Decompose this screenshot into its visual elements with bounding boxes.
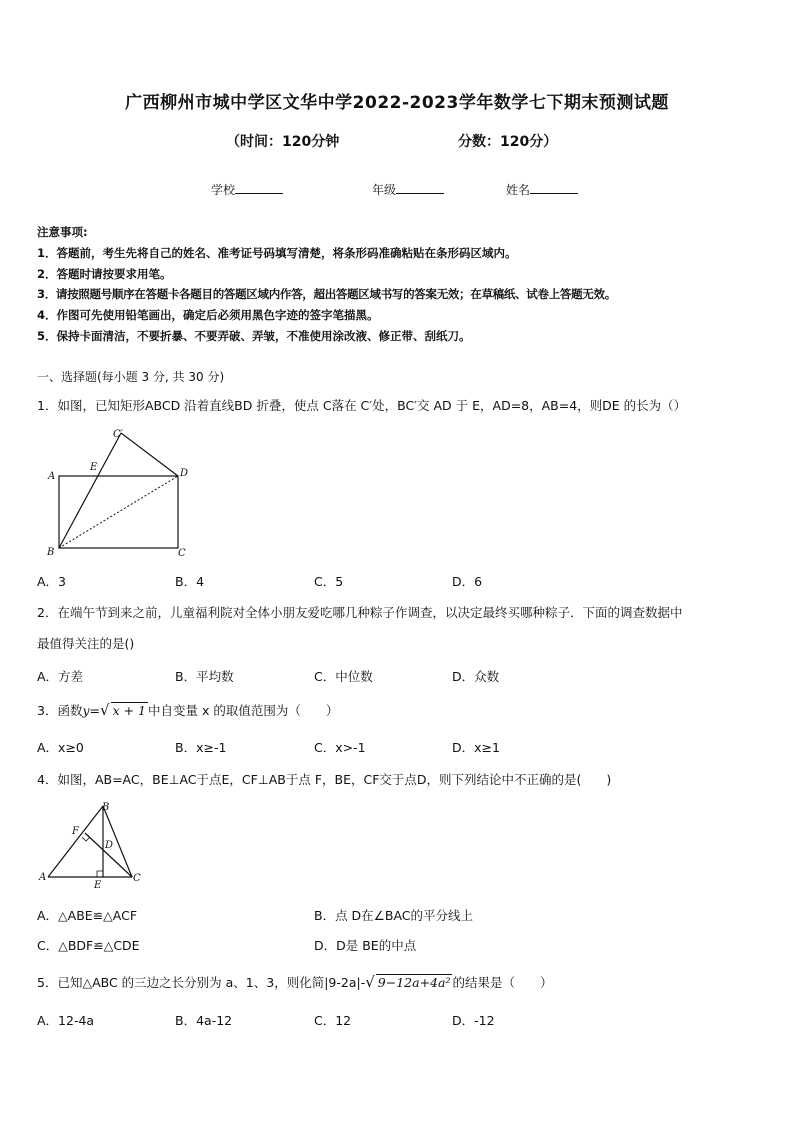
exam-time: （时间：120分钟 xyxy=(226,134,340,150)
q3-y: y= xyxy=(82,703,100,718)
grade-field xyxy=(372,181,444,198)
school-blank[interactable] xyxy=(235,181,283,194)
label-a: A xyxy=(48,471,56,482)
label-c: C xyxy=(178,548,186,559)
notice-item: 5．保持卡面清洁，不要折暴、不要弄破、弄皱，不准使用涂改液、修正带、刮纸刀。 xyxy=(37,328,471,343)
grade-label: 年级 xyxy=(372,183,397,197)
notice-item: 1．答题前，考生先将自己的姓名、准考证号码填写清楚，将条形码准确粘贴在条形码区域内。 xyxy=(37,245,517,260)
notice-heading: 注意事项: xyxy=(37,225,88,239)
q5-option-c[interactable]: C．12 xyxy=(314,1013,352,1028)
label-b: B xyxy=(102,802,110,813)
label-f: F xyxy=(72,826,79,837)
right-angle-e xyxy=(97,871,103,877)
notice-block xyxy=(37,222,616,347)
grade-blank[interactable] xyxy=(396,181,444,194)
q5-pre: 5．已知△ABC 的三边之长分别为 a、1、3，则化简|9-2a|- xyxy=(37,975,366,990)
label-d: D xyxy=(105,840,114,851)
name-field xyxy=(506,181,578,198)
exam-title: 广西柳州市城中学区文华中学2022-2023学年数学七下期末预测试题 xyxy=(125,93,669,113)
q2-option-d[interactable]: D．众数 xyxy=(452,669,500,684)
label-c: C xyxy=(133,873,141,884)
line-c1d xyxy=(121,433,178,476)
q3-option-c[interactable]: C．x>-1 xyxy=(314,740,366,755)
q2-option-a[interactable]: A．方差 xyxy=(37,669,84,684)
q1-option-d[interactable]: D．6 xyxy=(452,574,483,589)
q4-option-a[interactable]: A．△ABE≌△ACF xyxy=(37,908,138,923)
section-heading: 一、选择题(每小题 3 分, 共 30 分) xyxy=(37,370,225,384)
name-label: 姓名 xyxy=(506,183,531,197)
q4-option-c[interactable]: C．△BDF≌△CDE xyxy=(37,938,140,953)
q1-option-b[interactable]: B．4 xyxy=(175,574,205,589)
question-2-line1: 2．在端午节到来之前，儿童福利院对全体小朋友爱吃哪几种粽子作调查，以决定最终买哪种粽子．下面的调查数据中 xyxy=(37,605,683,620)
q3-option-b[interactable]: B．x≥-1 xyxy=(175,740,227,755)
q1-option-a[interactable]: A．3 xyxy=(37,574,67,589)
name-blank[interactable] xyxy=(530,181,578,194)
rectangle-fold-figure xyxy=(40,424,200,560)
q1-option-c[interactable]: C．5 xyxy=(314,574,344,589)
q3-post: 中自变量 x 的取值范围为（ ） xyxy=(148,703,339,718)
school-field xyxy=(211,181,283,198)
q2-option-c[interactable]: C．中位数 xyxy=(314,669,373,684)
triangle-figure xyxy=(36,800,156,892)
label-e: E xyxy=(94,880,102,891)
question-3-text xyxy=(37,701,338,719)
label-d: D xyxy=(180,468,189,479)
q2-option-b[interactable]: B．平均数 xyxy=(175,669,234,684)
label-c-prime: C′ xyxy=(113,429,123,440)
question-5-text xyxy=(37,973,553,991)
q4-option-d[interactable]: D．D是 BE的中点 xyxy=(314,938,417,953)
diagonal-bd xyxy=(59,476,178,548)
q5-option-a[interactable]: A．12-4a xyxy=(37,1013,95,1028)
label-a: A xyxy=(39,872,47,883)
q5-option-d[interactable]: D．-12 xyxy=(452,1013,495,1028)
q3-option-d[interactable]: D．x≥1 xyxy=(452,740,500,755)
exam-score: 分数：120分） xyxy=(458,134,558,150)
q5-post: 的结果是（ ） xyxy=(452,975,553,990)
q5-option-b[interactable]: B．4a-12 xyxy=(175,1013,233,1028)
question-4-text: 4．如图，AB=AC，BE⊥AC于点E，CF⊥AB于点 F，BE，CF交于点D，则下列结论中不正确的是( ) xyxy=(37,772,612,787)
label-e: E xyxy=(90,462,98,473)
q3-radicand: x + 1 xyxy=(112,703,146,718)
label-b: B xyxy=(47,547,55,558)
school-label: 学校 xyxy=(211,183,236,197)
notice-item: 2．答题时请按要求用笔。 xyxy=(37,266,172,281)
question-2-line2: 最值得关注的是() xyxy=(37,636,135,651)
sqrt-icon: √ xyxy=(365,973,375,991)
question-1-text: 1．如图，已知矩形ABCD 沿着直线BD 折叠，使点 C落在 C′处，BC′交 AD 于 E，AD=8，AB=4，则DE 的长为（） xyxy=(37,398,687,413)
q5-radicand: 9−12a+4a² xyxy=(377,975,451,990)
notice-item: 3．请按照题号顺序在答题卡各题目的答题区域内作答，超出答题区域书写的答案无效；在草稿纸、试卷上答题无效。 xyxy=(37,287,616,302)
line-bc1 xyxy=(59,433,121,548)
q3-option-a[interactable]: A．x≥0 xyxy=(37,740,84,755)
right-angle-f xyxy=(82,837,90,841)
sqrt-icon: √ xyxy=(100,701,110,719)
q3-pre: 3．函数 xyxy=(37,703,83,718)
notice-item: 4．作图可先使用铅笔画出，确定后必须用黑色字迹的签字笔描黑。 xyxy=(37,308,379,323)
q4-option-b[interactable]: B．点 D在∠BAC的平分线上 xyxy=(314,908,474,923)
